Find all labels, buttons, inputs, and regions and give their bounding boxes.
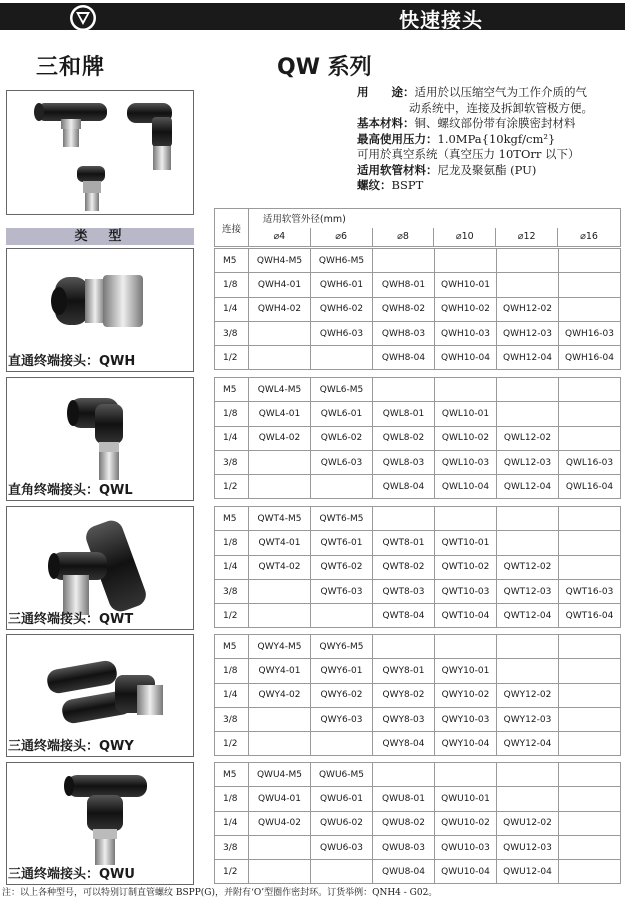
model-cell <box>559 763 621 787</box>
model-cell <box>435 507 497 531</box>
model-cell: QWU4-02 <box>249 811 311 835</box>
model-cell <box>435 635 497 659</box>
thread-size-cell: 1/4 <box>215 426 249 450</box>
size-header: ⌀16 <box>558 228 621 247</box>
model-cell <box>373 249 435 273</box>
model-cell <box>249 707 311 731</box>
model-cell: QWU6-01 <box>311 787 373 811</box>
series-title: QW 系列 <box>277 55 372 80</box>
thread-size-cell: 1/8 <box>215 787 249 811</box>
model-cell <box>311 860 373 884</box>
model-cell: QWL4-01 <box>249 402 311 426</box>
model-cell <box>497 402 559 426</box>
table-row <box>215 732 621 756</box>
thread-size-cell: 1/4 <box>215 555 249 579</box>
model-cell <box>249 604 311 628</box>
model-cell: QWY10-02 <box>435 683 497 707</box>
spec-row <box>357 163 623 179</box>
spec-row <box>357 178 623 194</box>
model-cell: QWT16-03 <box>559 579 621 603</box>
thread-size-cell: 1/8 <box>215 402 249 426</box>
model-cell <box>249 835 311 859</box>
header-bar <box>0 3 625 30</box>
product-label: 直角终端接头：QWL <box>8 483 133 498</box>
thread-size-cell: 3/8 <box>215 579 249 603</box>
model-cell: QWT6-01 <box>311 531 373 555</box>
product-card-qwu <box>6 762 194 885</box>
model-cell: QWH4-02 <box>249 297 311 321</box>
model-cell: QWU10-01 <box>435 787 497 811</box>
model-cell: QWH6-M5 <box>311 249 373 273</box>
model-cell: QWT12-04 <box>497 604 559 628</box>
model-cell <box>373 763 435 787</box>
table-header <box>214 208 621 247</box>
model-cell: QWL10-04 <box>435 475 497 499</box>
model-table-qwu <box>214 762 621 884</box>
model-cell: QWL4-02 <box>249 426 311 450</box>
model-cell: QWT6-03 <box>311 579 373 603</box>
size-header: ⌀6 <box>310 228 372 247</box>
model-cell: QWY6-02 <box>311 683 373 707</box>
model-table-qwy <box>214 634 621 756</box>
table-row <box>215 683 621 707</box>
table-row <box>215 579 621 603</box>
spec-row <box>357 132 623 148</box>
model-cell: QWL10-03 <box>435 450 497 474</box>
model-cell: QWU8-04 <box>373 860 435 884</box>
model-cell: QWL6-02 <box>311 426 373 450</box>
model-cell <box>249 732 311 756</box>
table-row <box>215 787 621 811</box>
model-cell <box>497 378 559 402</box>
table-row <box>215 835 621 859</box>
thread-size-cell: 3/8 <box>215 321 249 345</box>
model-cell: QWH6-03 <box>311 321 373 345</box>
spec-value: 铜、螺纹部份带有涂膜密封材料 <box>414 116 576 130</box>
model-cell <box>249 579 311 603</box>
model-cell <box>497 531 559 555</box>
model-cell: QWY4-M5 <box>249 635 311 659</box>
model-cell <box>311 475 373 499</box>
table-row <box>215 475 621 499</box>
thread-size-cell: M5 <box>215 763 249 787</box>
model-cell: QWT4-M5 <box>249 507 311 531</box>
connect-header: 连接 <box>215 209 249 247</box>
model-cell: QWY6-03 <box>311 707 373 731</box>
model-cell: QWT12-03 <box>497 579 559 603</box>
model-cell: QWL16-03 <box>559 450 621 474</box>
spec-key: 适用软管材料： <box>357 162 438 177</box>
table-row <box>215 507 621 531</box>
model-cell <box>559 732 621 756</box>
table-row <box>215 635 621 659</box>
thread-size-cell: 1/2 <box>215 732 249 756</box>
model-cell: QWL8-04 <box>373 475 435 499</box>
model-cell <box>559 378 621 402</box>
table-row <box>215 321 621 345</box>
model-cell <box>497 507 559 531</box>
thread-size-cell: 1/2 <box>215 604 249 628</box>
thread-size-cell: 1/2 <box>215 346 249 370</box>
spec-block <box>357 85 623 194</box>
model-cell <box>559 249 621 273</box>
model-cell <box>373 507 435 531</box>
product-label: 直通终端接头：QWH <box>8 354 136 369</box>
model-cell: QWL10-01 <box>435 402 497 426</box>
table-row <box>215 426 621 450</box>
model-cell: QWY4-01 <box>249 659 311 683</box>
page-title: 快速接头 <box>399 8 483 32</box>
model-cell <box>311 732 373 756</box>
model-cell: QWU4-01 <box>249 787 311 811</box>
model-cell <box>559 860 621 884</box>
thread-size-cell: 1/8 <box>215 659 249 683</box>
product-card-qwy <box>6 634 194 757</box>
model-cell <box>559 707 621 731</box>
model-cell: QWY4-02 <box>249 683 311 707</box>
model-cell: QWT4-02 <box>249 555 311 579</box>
table-row <box>215 604 621 628</box>
model-table-qwt <box>214 506 621 628</box>
model-cell: QWU12-02 <box>497 811 559 835</box>
model-cell <box>373 635 435 659</box>
model-cell: QWH16-04 <box>559 346 621 370</box>
model-cell <box>249 346 311 370</box>
model-cell: QWT8-04 <box>373 604 435 628</box>
model-cell: QWU6-M5 <box>311 763 373 787</box>
model-cell: QWL12-04 <box>497 475 559 499</box>
model-cell: QWT12-02 <box>497 555 559 579</box>
model-cell: QWU8-01 <box>373 787 435 811</box>
model-cell <box>559 273 621 297</box>
model-cell <box>497 787 559 811</box>
model-cell <box>559 555 621 579</box>
model-cell <box>249 475 311 499</box>
table-row <box>215 811 621 835</box>
thread-size-cell: 1/8 <box>215 273 249 297</box>
product-card-qwh <box>6 248 194 372</box>
size-header: ⌀4 <box>248 228 310 247</box>
model-cell: QWY12-04 <box>497 732 559 756</box>
model-cell: QWU6-03 <box>311 835 373 859</box>
spec-value: 1.0MPa{10kgf/cm²} <box>437 131 556 146</box>
model-table-qwh <box>214 248 621 370</box>
table-row <box>215 450 621 474</box>
model-cell <box>249 860 311 884</box>
model-cell: QWH10-01 <box>435 273 497 297</box>
model-cell: QWL10-02 <box>435 426 497 450</box>
model-cell <box>497 635 559 659</box>
model-cell <box>311 346 373 370</box>
model-cell: QWH8-03 <box>373 321 435 345</box>
model-cell <box>559 683 621 707</box>
spec-row <box>357 85 623 101</box>
model-cell: QWT10-02 <box>435 555 497 579</box>
model-cell: QWY6-01 <box>311 659 373 683</box>
model-cell: QWY10-01 <box>435 659 497 683</box>
table-row <box>215 763 621 787</box>
model-cell <box>559 297 621 321</box>
model-cell <box>559 811 621 835</box>
model-cell: QWU6-02 <box>311 811 373 835</box>
model-cell: QWH8-01 <box>373 273 435 297</box>
table-row <box>215 707 621 731</box>
type-header: 类 型 <box>6 228 194 245</box>
model-cell: QWU12-04 <box>497 860 559 884</box>
product-card-qwt <box>6 506 194 630</box>
model-cell <box>497 273 559 297</box>
model-cell <box>497 659 559 683</box>
model-cell: QWL16-04 <box>559 475 621 499</box>
model-cell: QWH6-01 <box>311 273 373 297</box>
spec-row <box>357 101 623 117</box>
model-cell: QWT10-03 <box>435 579 497 603</box>
model-cell <box>249 321 311 345</box>
model-cell: QWH12-04 <box>497 346 559 370</box>
spec-key: 最高使用压力： <box>357 131 438 146</box>
od-header: 适用软管外径(mm) <box>248 209 620 228</box>
model-cell <box>373 378 435 402</box>
thread-size-cell: 1/2 <box>215 475 249 499</box>
model-cell: QWY12-02 <box>497 683 559 707</box>
spec-row <box>357 116 623 132</box>
model-table-qwl <box>214 377 621 499</box>
spec-key: 螺纹： <box>357 178 392 192</box>
brand-name: 三和牌 <box>36 55 106 80</box>
model-cell: QWT10-04 <box>435 604 497 628</box>
model-cell: QWH12-02 <box>497 297 559 321</box>
table-row <box>215 531 621 555</box>
table-row <box>215 555 621 579</box>
model-cell: QWT8-01 <box>373 531 435 555</box>
model-cell: QWT4-01 <box>249 531 311 555</box>
model-cell: QWT8-03 <box>373 579 435 603</box>
model-cell <box>497 763 559 787</box>
model-cell: QWH12-03 <box>497 321 559 345</box>
model-cell: QWY8-01 <box>373 659 435 683</box>
model-cell <box>559 531 621 555</box>
model-cell: QWL4-M5 <box>249 378 311 402</box>
product-label: 三通终端接头：QWY <box>8 739 134 754</box>
model-cell: QWL12-02 <box>497 426 559 450</box>
model-cell: QWY8-02 <box>373 683 435 707</box>
model-cell: QWH10-04 <box>435 346 497 370</box>
size-header: ⌀10 <box>434 228 496 247</box>
model-cell: QWT8-02 <box>373 555 435 579</box>
model-cell: QWH16-03 <box>559 321 621 345</box>
model-cell: QWU10-03 <box>435 835 497 859</box>
model-cell: QWH4-M5 <box>249 249 311 273</box>
model-cell: QWY6-M5 <box>311 635 373 659</box>
table-row <box>215 346 621 370</box>
table-row <box>215 249 621 273</box>
model-cell <box>435 378 497 402</box>
model-cell: QWL6-03 <box>311 450 373 474</box>
model-cell: QWH4-01 <box>249 273 311 297</box>
size-header: ⌀12 <box>496 228 558 247</box>
model-cell: QWH6-02 <box>311 297 373 321</box>
thread-size-cell: 1/4 <box>215 683 249 707</box>
thread-size-cell: 3/8 <box>215 707 249 731</box>
spec-value: 尼龙及聚氨酯 (PU) <box>437 162 537 177</box>
model-cell <box>559 402 621 426</box>
model-cell: QWH10-02 <box>435 297 497 321</box>
model-cell: QWH8-04 <box>373 346 435 370</box>
model-cell: QWL6-M5 <box>311 378 373 402</box>
model-cell: QWY10-03 <box>435 707 497 731</box>
spec-value: 可用於真空系统（真空压力 10TOrr 以下） <box>357 147 580 161</box>
model-cell: QWY12-03 <box>497 707 559 731</box>
model-cell: QWT6-02 <box>311 555 373 579</box>
product-label: 三通终端接头：QWT <box>8 612 134 627</box>
thread-size-cell: 1/4 <box>215 811 249 835</box>
model-cell: QWL6-01 <box>311 402 373 426</box>
model-cell: QWY8-03 <box>373 707 435 731</box>
model-cell <box>435 249 497 273</box>
model-cell: QWU10-04 <box>435 860 497 884</box>
thread-size-cell: M5 <box>215 507 249 531</box>
model-cell: QWL12-03 <box>497 450 559 474</box>
product-label: 三通终端接头：QWU <box>8 867 135 882</box>
spec-row <box>357 147 623 163</box>
spec-value: BSPT <box>391 178 424 192</box>
size-header: ⌀8 <box>372 228 434 247</box>
footnote: 注：以上各种型号，可以特别订制直管螺纹 BSPP(G)，并附有‘O’型圈作密封环。订货举例：QNH4 - G02。 <box>2 888 438 898</box>
table-row <box>215 860 621 884</box>
model-cell <box>249 450 311 474</box>
model-cell <box>559 426 621 450</box>
brand-logo-icon <box>68 3 98 33</box>
table-row <box>215 297 621 321</box>
model-cell <box>559 635 621 659</box>
model-cell <box>311 604 373 628</box>
table-row <box>215 659 621 683</box>
spec-value: 动系统中，连接及拆卸软管极方便。 <box>409 100 593 115</box>
model-cell: QWU10-02 <box>435 811 497 835</box>
model-cell <box>559 659 621 683</box>
model-cell: QWY10-04 <box>435 732 497 756</box>
model-cell <box>559 835 621 859</box>
product-group-photo <box>6 90 194 215</box>
model-cell <box>435 763 497 787</box>
model-cell: QWL8-01 <box>373 402 435 426</box>
thread-size-cell: 1/8 <box>215 531 249 555</box>
fittings-illustration <box>7 91 194 215</box>
model-cell: QWT16-04 <box>559 604 621 628</box>
thread-size-cell: M5 <box>215 249 249 273</box>
model-cell: QWL8-03 <box>373 450 435 474</box>
model-cell <box>497 249 559 273</box>
table-row <box>215 273 621 297</box>
model-cell: QWT10-01 <box>435 531 497 555</box>
model-cell: QWY8-04 <box>373 732 435 756</box>
model-cell: QWU4-M5 <box>249 763 311 787</box>
table-row <box>215 402 621 426</box>
spec-key: 基本材料： <box>357 116 415 130</box>
table-row <box>215 378 621 402</box>
spec-key: 用 途： <box>357 85 415 99</box>
model-cell: QWU12-03 <box>497 835 559 859</box>
model-cell: QWH10-03 <box>435 321 497 345</box>
thread-size-cell: M5 <box>215 378 249 402</box>
thread-size-cell: 3/8 <box>215 450 249 474</box>
thread-size-cell: 3/8 <box>215 835 249 859</box>
model-cell: QWU8-03 <box>373 835 435 859</box>
spec-value: 适用於以压缩空气为工作介质的气 <box>414 85 587 99</box>
model-cell: QWH8-02 <box>373 297 435 321</box>
model-cell <box>559 507 621 531</box>
product-card-qwl <box>6 377 194 501</box>
model-cell <box>559 787 621 811</box>
model-cell: QWU8-02 <box>373 811 435 835</box>
model-cell: QWL8-02 <box>373 426 435 450</box>
thread-size-cell: 1/2 <box>215 860 249 884</box>
thread-size-cell: M5 <box>215 635 249 659</box>
model-cell: QWT6-M5 <box>311 507 373 531</box>
thread-size-cell: 1/4 <box>215 297 249 321</box>
